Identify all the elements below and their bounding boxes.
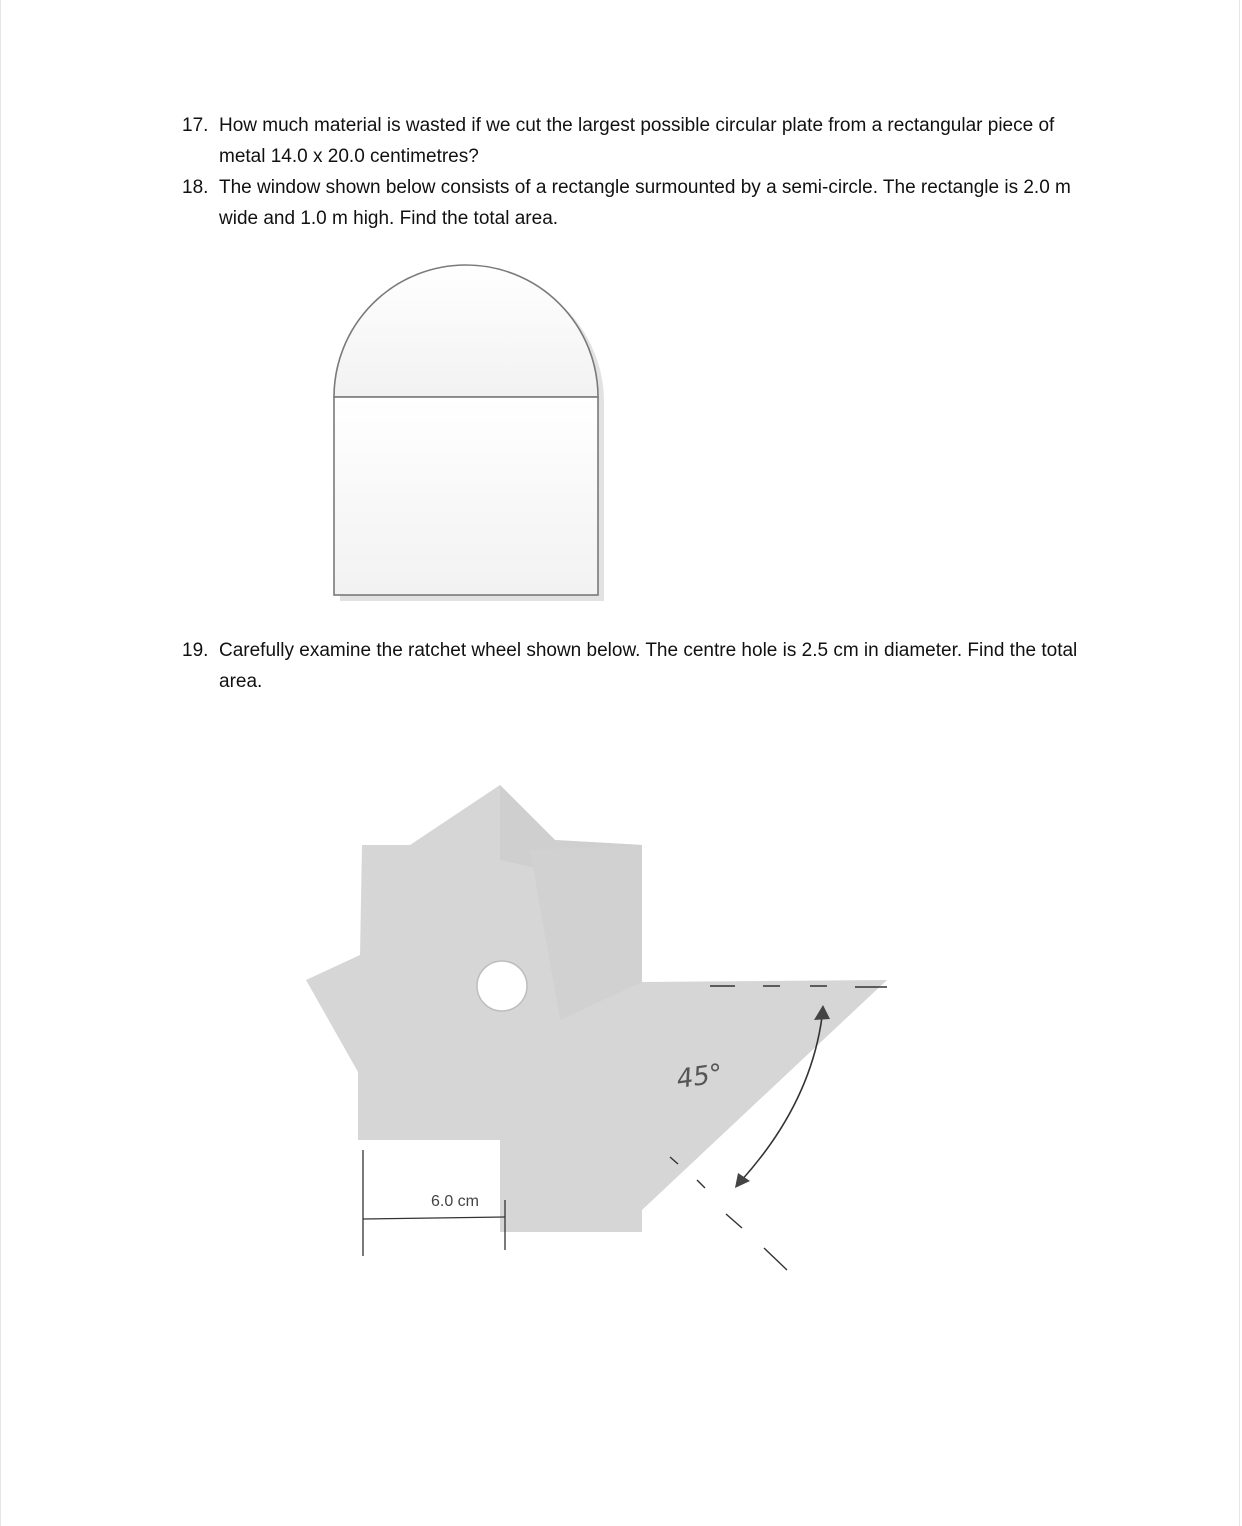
question-number: 17. xyxy=(182,115,209,136)
centre-hole xyxy=(477,961,527,1011)
question-text: The window shown below consists of a rectangle surmounted by a semi-circle. The rectangle is 2.0 m wide and 1.0 m high. Find the total area. xyxy=(219,177,1071,229)
angle-label: 45° xyxy=(674,1058,725,1095)
question-text: Carefully examine the ratchet wheel shown below. The centre hole is 2.5 cm in diameter. Find the total area. xyxy=(219,640,1078,692)
ratchet-diagram xyxy=(290,760,910,1280)
dimension-line xyxy=(363,1217,505,1219)
question-18 xyxy=(182,172,1102,234)
arrowhead-bottom-icon xyxy=(735,1173,750,1188)
question-number: 19. xyxy=(182,640,209,661)
window-diagram xyxy=(320,255,620,610)
question-17 xyxy=(182,110,1102,172)
question-19 xyxy=(182,635,1102,697)
diagonal-dashed-line xyxy=(670,1157,787,1270)
question-text: How much material is wasted if we cut the largest possible circular plate from a rectangular piece of metal 14.0 x 20.0 centimetres? xyxy=(219,115,1055,167)
window-rectangle xyxy=(334,397,598,595)
window-semicircle xyxy=(334,265,598,397)
dimension-label: 6.0 cm xyxy=(430,1193,480,1210)
question-number: 18. xyxy=(182,177,209,198)
